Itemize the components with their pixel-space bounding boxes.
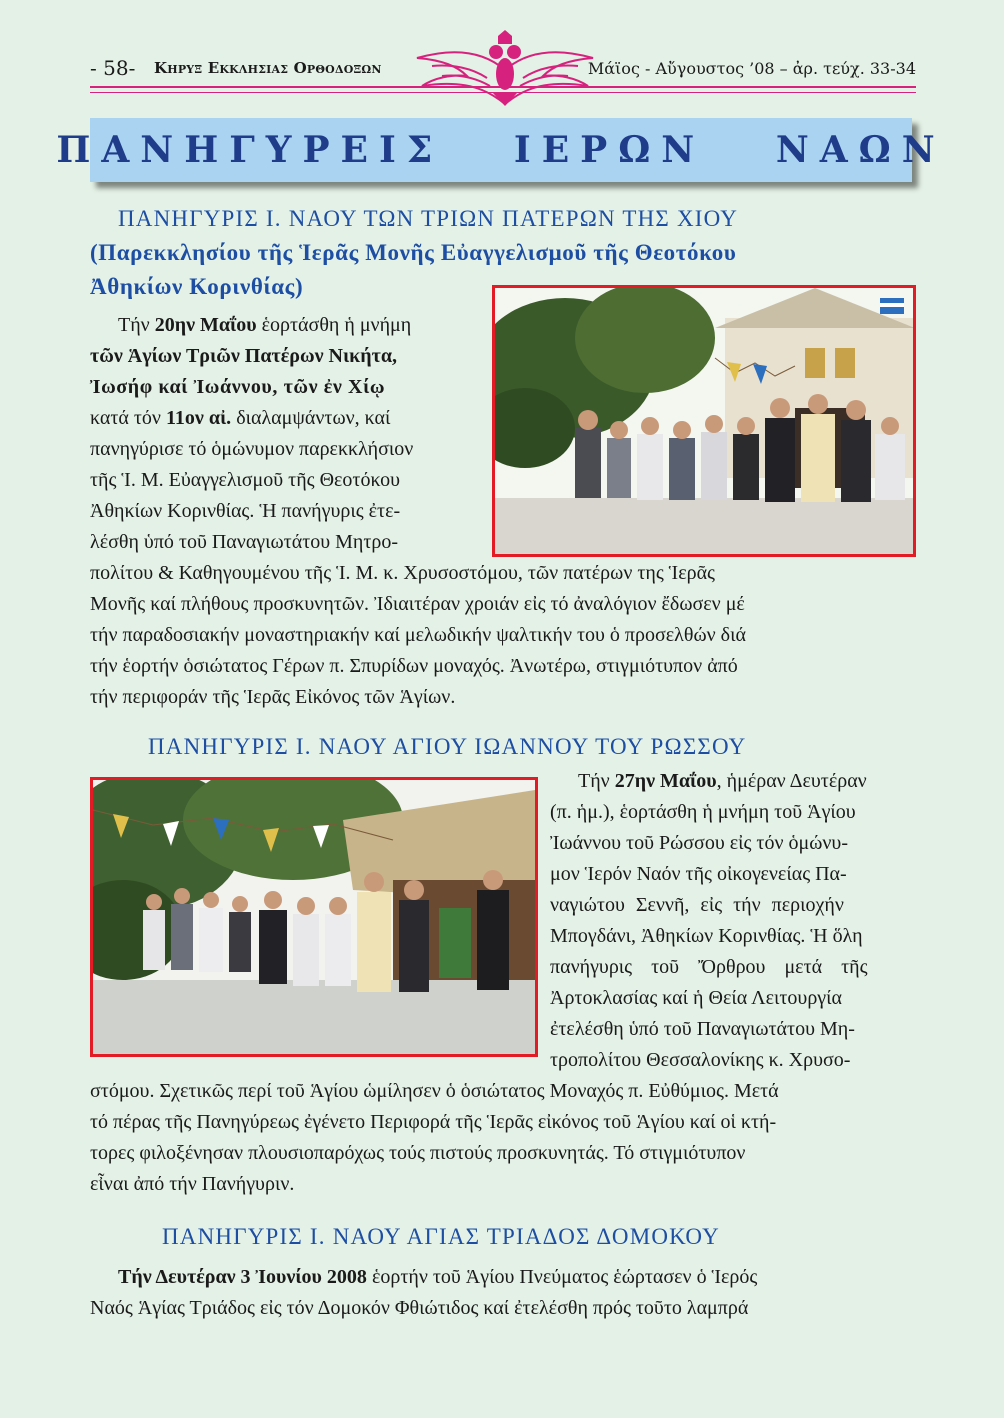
article2-title: ΠΑΝΗΓΥΡΙΣ Ι. ΝΑΟΥ ΑΓΙΟΥ ΙΩΑΝΝΟΥ ΤΟΥ ΡΩΣΣΟΥ: [148, 734, 747, 759]
a1-line-6: τῆς Ἱ. Μ. Εὐαγγελισμοῦ τῆς Θεοτόκου: [90, 469, 401, 491]
section-banner: [56, 118, 946, 182]
issue-info: Μάϊος - Αὔγουστος ’08 – ἀρ. τεύχ. 33-34: [587, 59, 916, 78]
a1-line-13: τήν περιφοράν τῆς Ἱερᾶς Εἰκόνος τῶν Ἁγίων.: [90, 686, 456, 708]
a1-line-5: πανηγύρισε τό ὁμώνυμον παρεκκλήσιον: [90, 438, 414, 460]
a2-line-6: Μπογδάνι, Ἀθηκίων Κορινθίας. Ἡ ὅλη: [550, 925, 863, 947]
banner-word-1: ΠΑΝΗΓΥΡΕΙΣ: [56, 129, 444, 171]
article1-subtitle-2: Ἀθηκίων Κορινθίας): [90, 274, 304, 299]
a2-line-10: τροπολίτου Θεσσαλονίκης κ. Χρυσο-: [550, 1049, 851, 1071]
a2-line-5: ναγιώτου Σεννῆ, εἰς τήν περιοχήν: [550, 894, 844, 916]
a2-line-8: Ἀρτοκλασίας καί ἡ Θεία Λειτουργία: [550, 987, 842, 1009]
a1-line-10: Μονῆς καί πλήθους προσκυνητῶν. Ἰδιαιτέραν χροιάν εἰς τό ἀναλόγιον ἔδωσεν μέ: [90, 593, 745, 615]
a1-line-3: Ἰωσήφ καί Ἰωάννου, τῶν ἐν Χίῳ: [90, 376, 386, 398]
a1-line-4: κατά τόν 11ον αἰ. διαλαμψάντων, καί: [90, 407, 391, 429]
article1-subtitle: (Παρεκκλησίου τῆς Ἱερᾶς Μονῆς Εὐαγγελισμοῦ τῆς Θεοτόκου: [90, 240, 737, 265]
banner-word-3: ΝΑΩΝ: [775, 129, 946, 171]
a2-line-2: (π. ἡμ.), ἑορτάσθη ἡ μνήμη τοῦ Ἁγίου: [550, 801, 856, 823]
a3-line-1: Τήν Δευτέραν 3 Ἰουνίου 2008 ἑορτήν τοῦ Ἁγίου Πνεύματος ἑώρτασεν ὁ Ἱερός: [118, 1266, 758, 1288]
a1-line-7: Ἀθηκίων Κορινθίας. Ἡ πανήγυρις ἐτε-: [90, 500, 401, 522]
a1-line-12: τήν ἑορτήν ὁσιώτατος Γέρων π. Σπυρίδων μοναχός. Ἀνωτέρω, στιγμιότυπον ἀπό: [90, 655, 738, 677]
banner-word-2: ΙΕΡΩΝ: [513, 129, 706, 171]
a2-line-1: Τήν 27ην Μαΐου, ἡμέραν Δευτέραν: [578, 770, 867, 792]
a1-line-9: πολίτου & Καθηγουμένου τῆς Ἱ. Μ. κ. Χρυσοστόμου, τῶν πατέρων της Ἱερᾶς: [90, 562, 715, 584]
a1-line-11: τήν παραδοσιακήν μοναστηριακήν καί μελωδικήν ψαλτικήν του ὁ προσελθών διά: [90, 624, 746, 646]
photo-procession-st-john: [90, 777, 538, 1057]
a2-line-11: στόμου. Σχετικῶς περί τοῦ Ἁγίου ὡμίλησεν ὁ ὁσιώτατος Μοναχός π. Εὐθύμιος. Μετά: [90, 1080, 779, 1102]
double-headed-eagle-icon: [412, 30, 598, 106]
a2-line-13: τορες φιλοξένησαν πλουσιοπαρόχως τούς πιστούς προσκυνητάς. Τό στιγμιότυπον: [90, 1142, 746, 1164]
publication-name: Κηρυξ Εκκλησιας Ορθοδοξων: [154, 59, 382, 77]
a2-line-7: πανήγυρις τοῦ Ὄρθρου μετά τῆς: [550, 956, 868, 978]
photo-procession-chios: [492, 285, 916, 557]
a2-line-4: μον Ἱερόν Ναόν τῆς οἰκογενείας Πα-: [550, 863, 847, 885]
header-rule: [90, 86, 916, 88]
page-number: - 58-: [90, 56, 136, 80]
article3-title: ΠΑΝΗΓΥΡΙΣ Ι. ΝΑΟΥ ΑΓΙΑΣ ΤΡΙΑΔΟΣ ΔΟΜΟΚΟΥ: [162, 1224, 720, 1249]
a1-line-1: Τήν 20ην Μαΐου ἑορτάσθη ἡ μνήμη: [118, 314, 412, 336]
running-header: [90, 56, 916, 96]
article1-title: ΠΑΝΗΓΥΡΙΣ Ι. ΝΑΟΥ ΤΩΝ ΤΡΙΩΝ ΠΑΤΕΡΩΝ ΤΗΣ ΧΙΟΥ: [118, 206, 739, 231]
a2-line-9: ἐτελέσθη ὑπό τοῦ Παναγιωτάτου Μη-: [550, 1018, 855, 1040]
header-rule-thin: [90, 92, 916, 93]
a1-line-8: λέσθη ὑπό τοῦ Παναγιωτάτου Μητρο-: [90, 531, 399, 553]
a3-line-2: Ναός Ἁγίας Τριάδος εἰς τόν Δομοκόν Φθιώτιδος καί ἐτελέσθη πρός τοῦτο λαμπρά: [90, 1297, 749, 1319]
a2-line-3: Ἰωάννου τοῦ Ρώσσου εἰς τόν ὁμώνυ-: [550, 832, 848, 854]
a2-line-14: εἶναι ἀπό τήν Πανήγυριν.: [90, 1173, 295, 1195]
a1-line-2: τῶν Ἁγίων Τριῶν Πατέρων Νικήτα,: [90, 345, 397, 367]
a2-line-12: τό πέρας τῆς Πανηγύρεως ἐγένετο Περιφορά τῆς Ἱερᾶς εἰκόνος τοῦ Ἁγίου καί οἱ κτή-: [90, 1111, 777, 1133]
